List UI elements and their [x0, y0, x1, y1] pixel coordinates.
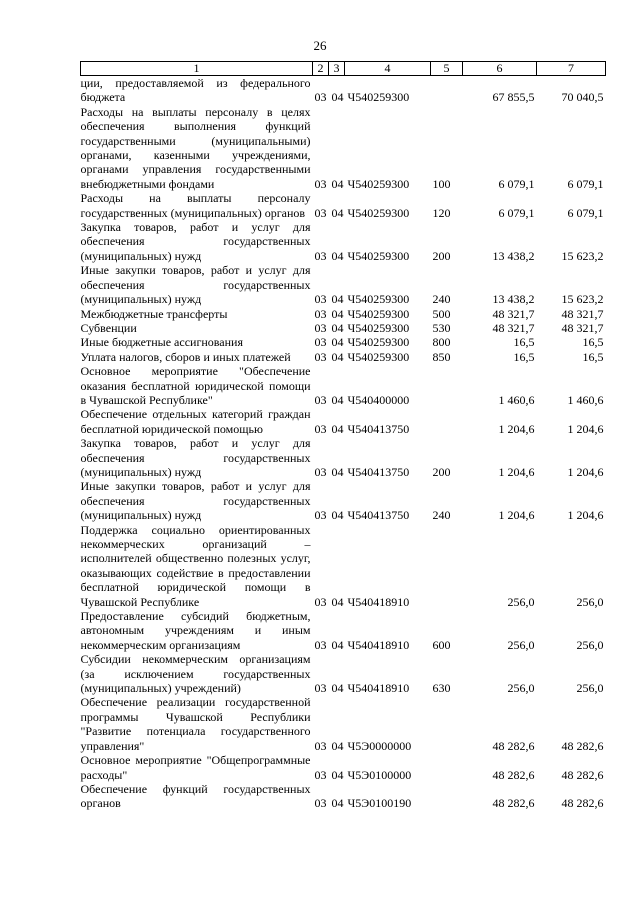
section-code: 03 — [314, 349, 327, 364]
section-code: 03 — [314, 738, 327, 753]
expense-type-code: 200 — [432, 248, 451, 263]
expense-name: Иные бюджетные ассигнования — [80, 335, 243, 350]
section-code: 03 — [314, 205, 327, 220]
table-row — [81, 523, 606, 609]
target-article-code: Ч5Э0000000 — [347, 738, 412, 753]
column-header: 1 — [81, 62, 313, 76]
expense-type-code: 200 — [432, 464, 451, 479]
table-row — [81, 652, 606, 695]
table-row — [81, 407, 606, 436]
expense-type-code: 100 — [432, 176, 451, 191]
table-row — [81, 609, 606, 652]
amount-year-2: 16,5 — [582, 349, 604, 364]
section-code: 03 — [314, 508, 327, 523]
section-code: 03 — [314, 292, 327, 307]
amount-year-1: 1 460,6 — [498, 392, 535, 407]
budget-table — [80, 61, 606, 811]
table-row — [81, 479, 606, 522]
target-article-code: Ч540259300 — [347, 90, 410, 105]
amount-year-1: 67 855,5 — [492, 90, 535, 105]
subsection-code: 04 — [331, 738, 344, 753]
expense-name: ции, предоставляемой из федерального бюджета — [80, 76, 311, 105]
expense-type-code: 240 — [432, 292, 451, 307]
section-code: 03 — [314, 90, 327, 105]
column-header: 4 — [345, 62, 431, 76]
amount-year-1: 6 079,1 — [498, 205, 535, 220]
table-row — [81, 321, 606, 335]
expense-name: Поддержка социально ориентированных некоммерческих организаций – исполнителей общественно полезных услуг, оказывающих содействие в предоставлении бесплатной юридической помощи в Чувашской Республике — [80, 522, 311, 609]
expense-name: Обеспечение функций государственных органов — [80, 781, 311, 811]
expense-type-code — [431, 407, 463, 436]
subsection-code: 04 — [331, 464, 344, 479]
target-article-code: Ч540259300 — [347, 335, 410, 350]
amount-year-2: 6 079,1 — [567, 176, 604, 191]
page-number: 26 — [313, 38, 327, 53]
amount-year-2: 256,0 — [576, 637, 604, 652]
target-article-code: Ч540259300 — [347, 176, 410, 191]
column-header: 2 — [313, 62, 329, 76]
column-header: 3 — [329, 62, 345, 76]
section-code: 03 — [314, 421, 327, 436]
target-article-code: Ч540413750 — [347, 464, 410, 479]
target-article-code: Ч540413750 — [347, 508, 410, 523]
section-code: 03 — [314, 392, 327, 407]
expense-type-code: 800 — [432, 335, 451, 350]
subsection-code: 04 — [331, 637, 344, 652]
column-header: 6 — [463, 62, 537, 76]
column-header: 7 — [537, 62, 606, 76]
expense-name: Основное мероприятие "Обеспечение оказания бесплатной юридической помощи в Чувашской Республике" — [80, 364, 311, 407]
amount-year-2: 256,0 — [576, 594, 604, 609]
amount-year-1: 48 282,6 — [492, 738, 535, 753]
target-article-code: Ч540418910 — [347, 594, 410, 609]
section-code: 03 — [314, 176, 327, 191]
expense-name: Субвенции — [80, 320, 137, 335]
expense-name: Закупка товаров, работ и услуг для обеспечения государственных (муниципальных) нужд — [80, 220, 311, 263]
expense-type-code: 600 — [432, 637, 451, 652]
expense-name: Расходы на выплаты персоналу в целях обеспечения выполнения функций государственными (муниципальными) органами, казенными учреждениями, органами управления государственными внебюджетными фондами — [80, 104, 311, 191]
subsection-code: 04 — [331, 292, 344, 307]
section-code: 03 — [314, 767, 327, 782]
expense-type-code — [431, 753, 463, 782]
target-article-code: Ч540418910 — [347, 637, 410, 652]
expense-type-code: 530 — [432, 320, 451, 335]
table-row — [81, 220, 606, 263]
section-code: 03 — [314, 637, 327, 652]
table-row — [81, 753, 606, 782]
expense-name: Иные закупки товаров, работ и услуг для обеспечения государственных (муниципальных) нужд — [80, 479, 311, 523]
amount-year-1: 256,0 — [507, 594, 535, 609]
amount-year-2: 6 079,1 — [567, 205, 604, 220]
target-article-code: Ч540400000 — [347, 392, 410, 407]
expense-name: Субсидии некоммерческим организациям (за исключением государственных (муниципальных) учреждений) — [80, 652, 311, 696]
subsection-code: 04 — [331, 508, 344, 523]
target-article-code: Ч540259300 — [347, 248, 410, 263]
section-code: 03 — [314, 335, 327, 350]
amount-year-2: 48 282,6 — [561, 796, 604, 811]
amount-year-2: 1 204,6 — [567, 464, 604, 479]
expense-type-code: 500 — [432, 306, 451, 321]
amount-year-2: 48 282,6 — [561, 738, 604, 753]
table-row — [81, 350, 606, 364]
expense-type-code: 240 — [432, 508, 451, 523]
expense-name: Закупка товаров, работ и услуг для обеспечения государственных (муниципальных) нужд — [80, 436, 311, 479]
amount-year-1: 48 321,7 — [492, 320, 535, 335]
subsection-code: 04 — [331, 248, 344, 263]
table-row — [81, 782, 606, 811]
section-code: 03 — [314, 306, 327, 321]
expense-name: Предоставление субсидий бюджетным, автономным учреждениям и иным некоммерческим организациям — [80, 609, 311, 652]
amount-year-1: 16,5 — [513, 349, 535, 364]
amount-year-2: 256,0 — [576, 681, 604, 696]
subsection-code: 04 — [331, 767, 344, 782]
amount-year-1: 13 438,2 — [492, 292, 535, 307]
section-code: 03 — [314, 796, 327, 811]
expense-name: Иные закупки товаров, работ и услуг для обеспечения государственных (муниципальных) нужд — [80, 263, 311, 307]
amount-year-1: 48 321,7 — [492, 306, 535, 321]
amount-year-2: 1 204,6 — [567, 508, 604, 523]
expense-type-code: 850 — [432, 349, 451, 364]
amount-year-2: 1 204,6 — [567, 421, 604, 436]
subsection-code: 04 — [331, 349, 344, 364]
expense-name: Расходы на выплаты персоналу государственных (муниципальных) органов — [80, 191, 311, 220]
amount-year-2: 48 321,7 — [561, 306, 604, 321]
expense-type-code — [431, 76, 463, 105]
table-row — [81, 307, 606, 321]
subsection-code: 04 — [331, 421, 344, 436]
amount-year-2: 16,5 — [582, 335, 604, 350]
subsection-code: 04 — [331, 205, 344, 220]
subsection-code: 04 — [331, 594, 344, 609]
subsection-code: 04 — [331, 392, 344, 407]
section-code: 03 — [314, 681, 327, 696]
target-article-code: Ч540259300 — [347, 205, 410, 220]
subsection-code: 04 — [331, 306, 344, 321]
expense-name: Основное мероприятие "Общепрограммные расходы" — [80, 753, 311, 782]
amount-year-2: 15 623,2 — [561, 292, 604, 307]
amount-year-2: 48 282,6 — [561, 767, 604, 782]
subsection-code: 04 — [331, 176, 344, 191]
amount-year-1: 13 438,2 — [492, 248, 535, 263]
amount-year-1: 48 282,6 — [492, 796, 535, 811]
expense-type-code: 630 — [432, 681, 451, 696]
amount-year-2: 48 321,7 — [561, 320, 604, 335]
expense-name: Обеспечение реализации государственной программы Чувашской Республики "Развитие потенциала государственного управления" — [80, 695, 311, 753]
table-row — [81, 695, 606, 753]
amount-year-1: 256,0 — [507, 637, 535, 652]
amount-year-1: 6 079,1 — [498, 176, 535, 191]
expense-name: Уплата налогов, сборов и иных платежей — [80, 349, 291, 364]
expense-type-code: 120 — [432, 205, 451, 220]
amount-year-1: 48 282,6 — [492, 767, 535, 782]
table-row — [81, 364, 606, 407]
target-article-code: Ч540413750 — [347, 421, 410, 436]
column-number-header-row — [81, 62, 606, 76]
table-row — [81, 436, 606, 479]
table-row — [81, 105, 606, 191]
target-article-code: Ч540259300 — [347, 306, 410, 321]
section-code: 03 — [314, 248, 327, 263]
table-row — [81, 191, 606, 220]
section-code: 03 — [314, 464, 327, 479]
expense-type-code — [431, 364, 463, 407]
expense-name: Обеспечение отдельных категорий граждан бесплатной юридической помощью — [80, 407, 311, 436]
subsection-code: 04 — [331, 681, 344, 696]
expense-name: Межбюджетные трансферты — [80, 306, 228, 321]
expense-type-code — [431, 695, 463, 753]
expense-type-code — [431, 782, 463, 811]
target-article-code: Ч540259300 — [347, 349, 410, 364]
amount-year-1: 1 204,6 — [498, 508, 535, 523]
amount-year-1: 256,0 — [507, 681, 535, 696]
amount-year-1: 1 204,6 — [498, 464, 535, 479]
expense-type-code — [431, 523, 463, 609]
amount-year-2: 15 623,2 — [561, 248, 604, 263]
section-code: 03 — [314, 594, 327, 609]
section-code: 03 — [314, 320, 327, 335]
table-row — [81, 335, 606, 349]
target-article-code: Ч5Э0100000 — [347, 767, 412, 782]
subsection-code: 04 — [331, 320, 344, 335]
amount-year-1: 1 204,6 — [498, 421, 535, 436]
column-header: 5 — [431, 62, 463, 76]
target-article-code: Ч540259300 — [347, 292, 410, 307]
target-article-code: Ч5Э0100190 — [347, 796, 412, 811]
target-article-code: Ч540259300 — [347, 320, 410, 335]
amount-year-2: 1 460,6 — [567, 392, 604, 407]
amount-year-2: 70 040,5 — [561, 90, 604, 105]
amount-year-1: 16,5 — [513, 335, 535, 350]
table-row — [81, 76, 606, 105]
subsection-code: 04 — [331, 335, 344, 350]
target-article-code: Ч540418910 — [347, 681, 410, 696]
subsection-code: 04 — [331, 796, 344, 811]
table-row — [81, 263, 606, 306]
subsection-code: 04 — [331, 90, 344, 105]
